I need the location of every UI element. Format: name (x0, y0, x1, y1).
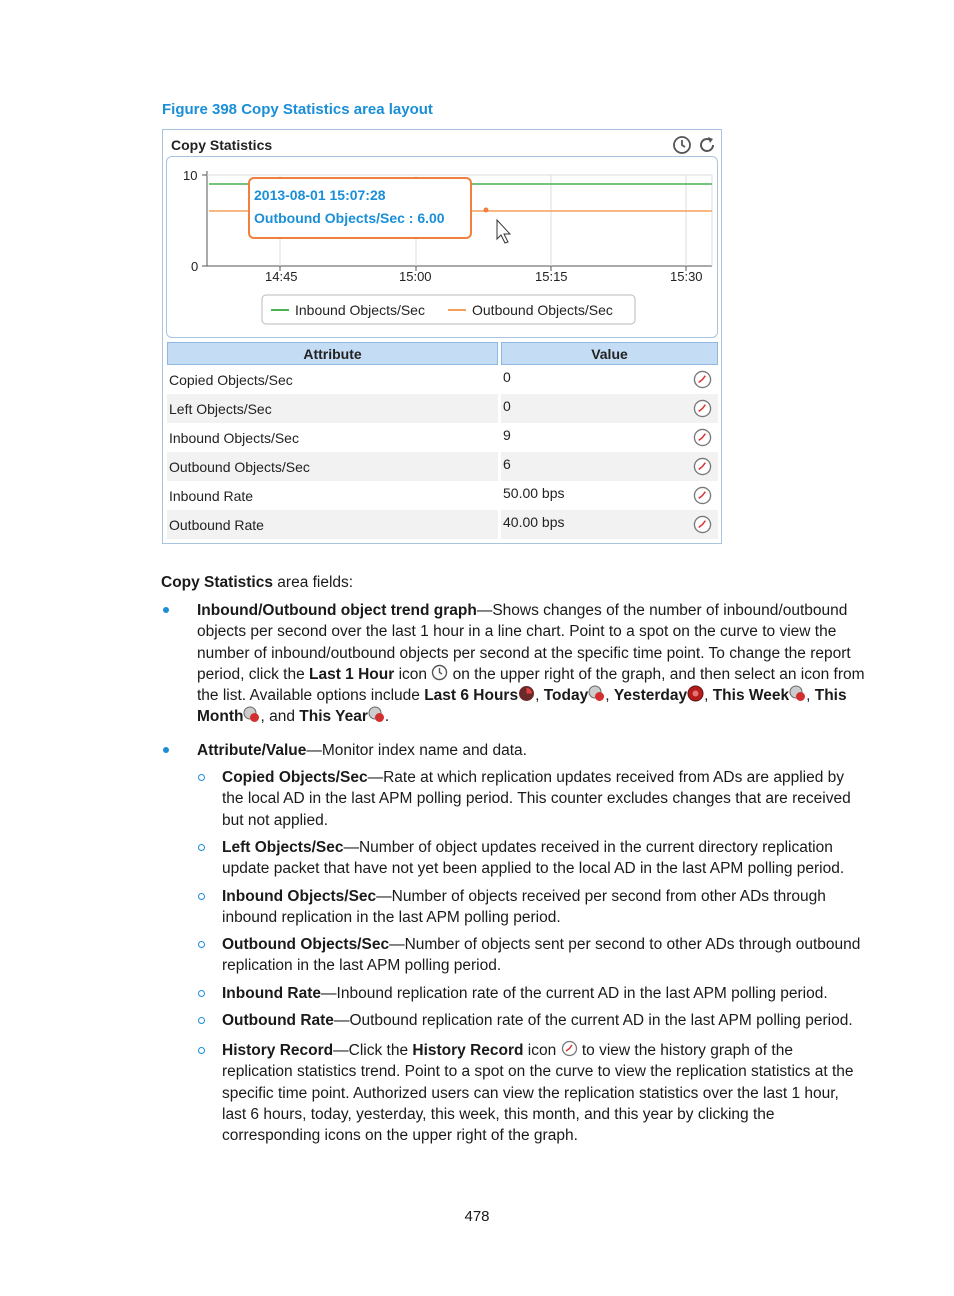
sub-item-inbound-rate: Inbound Rate—Inbound replication rate of the current AD in the last APM polling period. (222, 985, 828, 1002)
history-record-icon[interactable] (561, 1040, 578, 1057)
x-tick: 15:30 (670, 269, 703, 284)
attribute-value: 9 (503, 427, 511, 443)
x-tick: 15:00 (399, 269, 432, 284)
table-row (167, 394, 718, 423)
value-header[interactable]: Value (501, 342, 718, 365)
y-tick-10: 10 (183, 168, 198, 183)
attribute-header[interactable]: Attribute (167, 342, 498, 365)
sub-bullet (198, 941, 205, 948)
history-record-icon[interactable] (693, 428, 712, 447)
cursor-icon (497, 220, 510, 243)
legend-outbound: Outbound Objects/Sec (472, 302, 613, 318)
page-number: 478 (464, 1208, 490, 1225)
trend-graph[interactable] (166, 156, 718, 338)
attribute-value: 0 (503, 369, 511, 385)
attribute-value: 6 (503, 456, 511, 472)
attribute-name: Outbound Objects/Sec (167, 452, 498, 481)
attribute-value-description: Attribute/Value—Monitor index name and data. (197, 742, 527, 759)
history-record-icon[interactable] (693, 457, 712, 476)
this-month-icon[interactable] (243, 706, 260, 723)
copy-statistics-panel (162, 129, 722, 544)
history-record-icon[interactable] (693, 486, 712, 505)
refresh-icon[interactable] (697, 135, 717, 155)
attribute-value: 0 (503, 398, 511, 414)
bullet-dot (163, 607, 169, 613)
hover-point (484, 208, 489, 213)
this-week-icon[interactable] (789, 685, 806, 702)
attribute-name: Inbound Rate (169, 487, 254, 504)
history-record-icon[interactable] (693, 399, 712, 418)
tooltip-value: Outbound Objects/Sec : 6.00 (254, 210, 445, 226)
trend-graph-description: Inbound/Outbound object trend graph—Shows changes of the number of inbound/outbound objects per second over the last 1 hour in a line chart. Point to a spot on the curve to view the number of inbound/outbound objects per second at the specific time point. To change the report period, click the Last 1 Hour icon on the upper right of the graph, and then select an icon from the list. Available options include Last 6 Hours , Today , Yesterday , This Week , This Month , and This Year . (197, 602, 865, 726)
sub-bullet (198, 844, 205, 851)
sub-item-copied: Copied Objects/Sec—Rate at which replication updates received from ADs are applied by the local AD in the last APM polling period. This counter excludes changes that are received but not applied. (222, 769, 851, 829)
attribute-value: 50.00 bps (503, 485, 565, 501)
sub-bullet (198, 774, 205, 781)
x-tick: 14:45 (265, 269, 298, 284)
sub-item-history-record: History Record—Click the History Record icon to view the history graph of the replication statistics trend. Point to a spot on the curve to view the replication statistics at the specific time point. Authorized users can view the replication statistics over the last 1 hour, last 6 hours, today, yesterday, this week, this month, and this year by clicking the corresponding icons on the upper right of the graph. (222, 1042, 854, 1145)
today-icon[interactable] (588, 685, 605, 702)
sub-item-outbound: Outbound Objects/Sec—Number of objects sent per second to other ADs through outbound replication in the last APM polling period. (222, 936, 861, 975)
sub-item-inbound: Inbound Objects/Sec—Number of objects received per second from other ADs through inbound replication in the last APM polling period. (222, 888, 826, 927)
table-row (167, 481, 718, 510)
chart-legend (262, 295, 635, 324)
attribute-name: Left Objects/Sec (167, 394, 498, 423)
table-row (167, 365, 718, 394)
y-tick-0: 0 (191, 259, 199, 274)
history-record-icon[interactable] (693, 370, 712, 389)
figure-caption: Figure 398 Copy Statistics area layout (162, 101, 433, 118)
sub-bullet (198, 893, 205, 900)
chart-tooltip (249, 178, 471, 238)
panel-title: Copy Statistics (171, 137, 273, 153)
attribute-value: 40.00 bps (503, 514, 565, 530)
sub-bullet (198, 990, 205, 997)
bullet-dot (163, 747, 169, 753)
legend-inbound: Inbound Objects/Sec (295, 302, 425, 318)
last-6-hours-icon[interactable] (518, 685, 535, 702)
x-tick: 15:15 (535, 269, 568, 284)
this-year-icon[interactable] (368, 706, 385, 723)
sub-bullet (198, 1017, 205, 1024)
attribute-name: Copied Objects/Sec (169, 371, 293, 388)
yesterday-icon[interactable] (687, 685, 704, 702)
tooltip-time: 2013-08-01 15:07:28 (254, 187, 386, 203)
attribute-name: Outbound Rate (167, 510, 498, 539)
last-1-hour-icon[interactable] (431, 664, 448, 681)
table-row (167, 423, 718, 452)
attribute-value-table (167, 342, 718, 539)
sub-item-outbound-rate: Outbound Rate—Outbound replication rate of the current AD in the last APM polling period. (222, 1012, 853, 1029)
sub-item-left: Left Objects/Sec—Number of object updates received in the current directory replication update packet that have not yet been applied to the local AD in the last APM polling period. (222, 839, 845, 878)
intro-text: Copy Statistics area fields: (161, 574, 354, 591)
history-record-icon[interactable] (693, 515, 712, 534)
table-row (167, 452, 718, 481)
clock-icon[interactable] (672, 135, 692, 155)
table-row (167, 510, 718, 539)
attribute-name: Inbound Objects/Sec (169, 429, 299, 446)
sub-bullet (198, 1047, 205, 1054)
